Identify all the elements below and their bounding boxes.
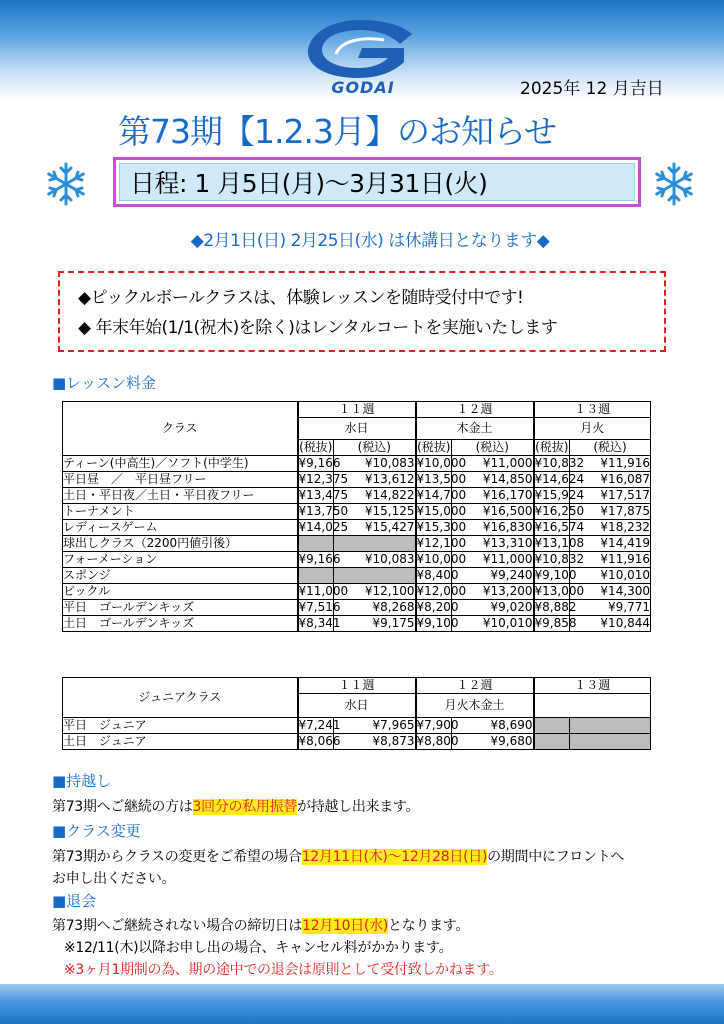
price-excluding-tax: ¥12,000 [416, 584, 467, 598]
lesson-fee-table [62, 401, 651, 632]
price-including-tax: ¥9,680 [452, 734, 534, 750]
empty-cell [534, 718, 570, 734]
class-name: 土日 ゴールデンキッズ [63, 616, 298, 632]
class-change-text-before: 第73期からクラスの変更をご希望の場合 [52, 849, 302, 865]
table-row [63, 552, 651, 568]
table-row [63, 568, 651, 584]
tax-excluded-label: (税抜) [299, 440, 333, 454]
price-excluding-tax: ¥13,000 [534, 584, 585, 598]
day-header [534, 694, 651, 718]
day-header: 月火木金土 [416, 694, 534, 718]
class-header: クラス [63, 402, 298, 456]
price-including-tax: ¥11,000 [452, 456, 534, 472]
price-excluding-tax: ¥15,924 [534, 488, 585, 502]
page-title: 第73期【1.2.3月】のお知らせ [118, 112, 556, 151]
price-including-tax: ¥16,830 [452, 520, 534, 536]
snowflake-icon [42, 160, 90, 208]
withdrawal-line3: ※3ヶ月1期制の為、期の途中での退会は原則として受付致しかねます。 [64, 962, 503, 978]
price-including-tax: ¥10,010 [452, 616, 534, 632]
class-name: 土日・平日夜／土日・平日夜フリー [63, 488, 298, 504]
price-including-tax: ¥16,500 [452, 504, 534, 520]
price-excluding-tax: ¥10,000 [416, 552, 467, 566]
price-excluding-tax: ¥8,400 [416, 568, 459, 582]
logo-text: GODAI [331, 78, 395, 97]
price-excluding-tax: ¥13,500 [416, 472, 467, 486]
price-excluding-tax: ¥9,166 [298, 552, 341, 566]
price-excluding-tax: ¥8,341 [298, 616, 341, 630]
price-excluding-tax: ¥9,100 [416, 616, 459, 630]
table-row [63, 584, 651, 600]
price-excluding-tax: ¥10,832 [534, 552, 585, 566]
class-name: ティーン(中高生)／ソフト(中学生) [63, 456, 298, 472]
empty-cell [570, 718, 651, 734]
price-including-tax: ¥11,000 [452, 552, 534, 568]
day-header: 月火 [534, 418, 651, 440]
carryover-heading: ■持越し [52, 772, 112, 790]
table-row [63, 536, 651, 552]
class-name: スポンジ [63, 568, 298, 584]
week-header: １３週 [534, 678, 651, 694]
class-name: 平日 ジュニア [63, 718, 298, 734]
class-name: 土日 ジュニア [63, 734, 298, 750]
price-including-tax: ¥17,875 [570, 504, 651, 520]
class-name: 平日昼 ／ 平日昼フリー [63, 472, 298, 488]
carryover-text [52, 796, 419, 816]
day-header: 水日 [298, 418, 416, 440]
withdrawal-text-before: 第73期へご継続されない場合の締切日は [52, 918, 303, 934]
price-excluding-tax: ¥12,375 [298, 472, 349, 486]
price-including-tax: ¥9,175 [334, 616, 416, 632]
price-excluding-tax: ¥15,300 [416, 520, 467, 534]
withdrawal-text [52, 915, 469, 935]
price-excluding-tax: ¥16,250 [534, 504, 585, 518]
price-excluding-tax: ¥8,800 [416, 734, 459, 748]
tax-included-label: (税込) [452, 440, 534, 456]
carryover-text-after: が持越し出来ます。 [297, 799, 420, 815]
price-excluding-tax: ¥13,750 [298, 504, 349, 518]
carryover-text-before: 第73期へご継続の方は [52, 799, 193, 815]
class-change-highlight: 12月11日(木)～12月28日(日) [301, 849, 488, 865]
price-including-tax: ¥10,083 [334, 456, 416, 472]
table-row [63, 456, 651, 472]
week-header: １２週 [416, 678, 534, 694]
tax-excluded-label: (税抜) [417, 440, 451, 454]
price-excluding-tax: ¥13,108 [534, 536, 585, 550]
price-including-tax: ¥18,232 [570, 520, 651, 536]
table-row [63, 734, 651, 750]
day-header: 水日 [298, 694, 416, 718]
empty-cell [570, 734, 651, 750]
class-name: トーナメント [63, 504, 298, 520]
issue-date: 2025年 12 月吉日 [520, 79, 664, 99]
price-including-tax: ¥13,310 [452, 536, 534, 552]
class-name: レディースゲーム [63, 520, 298, 536]
price-including-tax: ¥13,612 [334, 472, 416, 488]
price-including-tax: ¥15,427 [334, 520, 416, 536]
notice-line: ◆ 年末年始(1/1(祝木)を除く)はレンタルコートを実施いたします [78, 318, 558, 338]
week-header: １１週 [298, 402, 416, 418]
tax-excluded-label: (税抜) [535, 440, 569, 454]
price-excluding-tax: ¥8,882 [534, 600, 577, 614]
price-including-tax: ¥8,268 [334, 600, 416, 616]
price-including-tax: ¥10,083 [334, 552, 416, 568]
empty-cell [534, 734, 570, 750]
price-excluding-tax: ¥10,000 [416, 456, 467, 470]
price-including-tax: ¥13,200 [452, 584, 534, 600]
price-excluding-tax: ¥10,832 [534, 456, 585, 470]
price-excluding-tax: ¥14,700 [416, 488, 467, 502]
price-including-tax: ¥14,822 [334, 488, 416, 504]
snowflake-icon [650, 160, 698, 208]
price-excluding-tax: ¥7,900 [416, 718, 459, 732]
price-including-tax: ¥9,020 [452, 600, 534, 616]
junior-class-header: ジュニアクラス [63, 678, 298, 718]
class-name: 平日 ゴールデンキッズ [63, 600, 298, 616]
price-excluding-tax: ¥12,100 [416, 536, 467, 550]
schedule-text: 日程: 1 月5日(月)～3月31日(火) [119, 163, 635, 201]
empty-cell [298, 536, 334, 552]
price-including-tax: ¥14,300 [570, 584, 651, 600]
week-header: １３週 [534, 402, 651, 418]
notice-box [58, 271, 666, 352]
withdrawal-text-after: となります。 [387, 918, 470, 934]
tax-included-label: (税込) [334, 440, 416, 456]
price-excluding-tax: ¥8,200 [416, 600, 459, 614]
footer-band [0, 984, 724, 1024]
class-change-text [52, 846, 624, 866]
price-excluding-tax: ¥8,066 [298, 734, 341, 748]
price-including-tax: ¥12,100 [334, 584, 416, 600]
price-excluding-tax: ¥16,574 [534, 520, 585, 534]
table-row [63, 488, 651, 504]
withdrawal-line2: ※12/11(木)以降お申し出の場合、キャンセル料がかかります。 [64, 940, 453, 956]
price-including-tax: ¥8,873 [334, 734, 416, 750]
week-header: １２週 [416, 402, 534, 418]
withdrawal-heading: ■退会 [52, 892, 97, 910]
table-row [63, 504, 651, 520]
notice-line: ◆ピックルボールクラスは、体験レッスンを随時受付中です! [78, 288, 524, 308]
lesson-fee-heading: ■レッスン料金 [52, 374, 157, 392]
price-excluding-tax: ¥13,475 [298, 488, 349, 502]
carryover-highlight: 3回分の私用振替 [192, 799, 298, 815]
price-including-tax: ¥17,517 [570, 488, 651, 504]
price-excluding-tax: ¥15,000 [416, 504, 467, 518]
class-name: フォーメーション [63, 552, 298, 568]
table-row [63, 472, 651, 488]
price-excluding-tax: ¥9,100 [534, 568, 577, 582]
price-excluding-tax: ¥14,025 [298, 520, 349, 534]
price-excluding-tax: ¥9,166 [298, 456, 341, 470]
price-including-tax: ¥14,419 [570, 536, 651, 552]
price-including-tax: ¥10,844 [570, 616, 651, 632]
price-excluding-tax: ¥11,000 [298, 584, 349, 598]
class-change-text-after: の期間中にフロントへ [487, 849, 625, 865]
week-header: １１週 [298, 678, 416, 694]
class-change-line2: お申し出ください。 [52, 871, 176, 887]
price-including-tax: ¥9,240 [452, 568, 534, 584]
holiday-notice: ◆2月1日(日) 2月25日(水) は休講日となります◆ [190, 231, 550, 251]
schedule-box [113, 157, 641, 207]
price-excluding-tax: ¥14,624 [534, 472, 585, 486]
table-row [63, 600, 651, 616]
price-including-tax: ¥15,125 [334, 504, 416, 520]
price-including-tax: ¥7,965 [334, 718, 416, 734]
empty-cell [334, 568, 416, 584]
table-row [63, 520, 651, 536]
price-including-tax: ¥16,170 [452, 488, 534, 504]
price-including-tax: ¥11,916 [570, 552, 651, 568]
tax-included-label: (税込) [570, 440, 651, 456]
price-including-tax: ¥11,916 [570, 456, 651, 472]
table-row [63, 718, 651, 734]
empty-cell [334, 536, 416, 552]
price-including-tax: ¥16,087 [570, 472, 651, 488]
price-including-tax: ¥10,010 [570, 568, 651, 584]
empty-cell [298, 568, 334, 584]
price-including-tax: ¥14,850 [452, 472, 534, 488]
price-excluding-tax: ¥9,858 [534, 616, 577, 630]
class-change-heading: ■クラス変更 [52, 822, 141, 840]
class-name: ピックル [63, 584, 298, 600]
price-including-tax: ¥9,771 [570, 600, 651, 616]
price-including-tax: ¥8,690 [452, 718, 534, 734]
table-row [63, 616, 651, 632]
day-header: 木金土 [416, 418, 534, 440]
class-name: 球出しクラス（2200円値引後） [63, 536, 298, 552]
junior-fee-table [62, 677, 651, 750]
price-excluding-tax: ¥7,241 [298, 718, 341, 732]
withdrawal-highlight: 12月10日(水) [302, 918, 388, 934]
price-excluding-tax: ¥7,516 [298, 600, 341, 614]
